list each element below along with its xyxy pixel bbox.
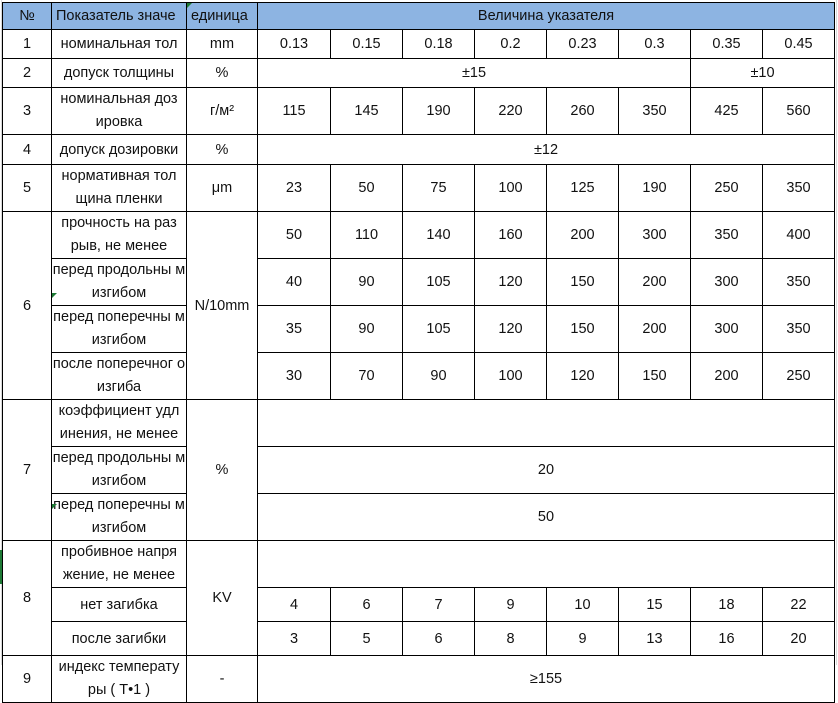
table-row <box>3 353 835 400</box>
value-cell[interactable]: 0.23 <box>547 30 619 59</box>
table-row <box>3 59 835 88</box>
header-value[interactable]: Величина указателя <box>258 3 835 30</box>
merged-value-cell[interactable]: 20 <box>258 447 835 494</box>
indicator-cell[interactable]: перед поперечны м изгибом <box>52 306 187 353</box>
table-row <box>3 306 835 353</box>
row-selection-marker <box>0 550 2 584</box>
value-cell[interactable]: 160 <box>475 212 547 259</box>
unit-cell[interactable]: N/10mm <box>187 212 258 400</box>
indicator-cell[interactable]: пробивное напря жение, не менее <box>52 541 187 588</box>
indicator-cell[interactable]: перед продольны м изгибом <box>52 447 187 494</box>
value-cell[interactable]: 350 <box>763 306 835 353</box>
table-row <box>3 400 835 447</box>
merged-value-cell[interactable]: ≥155 <box>258 656 835 703</box>
row-num[interactable]: 5 <box>3 165 52 212</box>
value-cell[interactable]: 0.15 <box>331 30 403 59</box>
header-indicator[interactable]: Показатель значе <box>52 3 187 30</box>
unit-cell[interactable]: mm <box>187 30 258 59</box>
value-cell[interactable]: 40 <box>258 259 331 306</box>
value-cell[interactable]: 140 <box>403 212 475 259</box>
row-num[interactable]: 7 <box>3 400 52 541</box>
row-num[interactable]: 8 <box>3 541 52 656</box>
value-cell[interactable]: 200 <box>547 212 619 259</box>
value-cell[interactable]: 0.45 <box>763 30 835 59</box>
value-cell[interactable]: 10 <box>547 588 619 622</box>
value-cell[interactable]: 0.18 <box>403 30 475 59</box>
value-cell[interactable]: 13 <box>619 622 691 656</box>
table-row <box>3 494 835 541</box>
indicator-cell[interactable]: нет загибка <box>52 588 187 622</box>
value-cell[interactable]: 9 <box>475 588 547 622</box>
value-cell[interactable]: 9 <box>547 622 619 656</box>
indicator-cell[interactable]: перед продольны м изгибом <box>52 259 187 306</box>
unit-cell[interactable]: % <box>187 135 258 165</box>
table-row <box>3 135 835 165</box>
table-row <box>3 622 835 656</box>
spec-table <box>2 2 835 703</box>
value-cell[interactable]: 15 <box>619 588 691 622</box>
unit-cell[interactable]: KV <box>187 541 258 656</box>
value-cell[interactable]: 120 <box>547 353 619 400</box>
value-cell[interactable]: 250 <box>691 165 763 212</box>
row-num[interactable]: 1 <box>3 30 52 59</box>
row-num[interactable]: 9 <box>3 656 52 703</box>
merged-value-cell[interactable] <box>258 400 835 447</box>
value-cell[interactable]: 0.3 <box>619 30 691 59</box>
table-row <box>3 30 835 59</box>
table-row <box>3 656 835 703</box>
table-row <box>3 165 835 212</box>
unit-cell[interactable]: % <box>187 59 258 88</box>
row-num[interactable]: 2 <box>3 59 52 88</box>
value-cell[interactable]: 190 <box>403 88 475 135</box>
indicator-cell[interactable]: прочность на раз рыв, не менее <box>52 212 187 259</box>
value-cell[interactable]: 105 <box>403 306 475 353</box>
merged-value-cell[interactable]: ±10 <box>691 59 835 88</box>
value-cell[interactable]: 3 <box>258 622 331 656</box>
row-num[interactable]: 3 <box>3 88 52 135</box>
value-cell[interactable]: 150 <box>619 353 691 400</box>
row-num[interactable]: 6 <box>3 212 52 400</box>
value-cell[interactable]: 0.13 <box>258 30 331 59</box>
comment-indicator-icon <box>52 504 57 509</box>
comment-indicator-icon <box>187 3 192 8</box>
comment-indicator-icon <box>52 293 57 298</box>
value-cell[interactable]: 105 <box>403 259 475 306</box>
value-cell[interactable]: 50 <box>331 165 403 212</box>
value-cell[interactable]: 560 <box>763 88 835 135</box>
value-cell[interactable]: 5 <box>331 622 403 656</box>
value-cell[interactable]: 110 <box>331 212 403 259</box>
value-cell[interactable]: 20 <box>763 622 835 656</box>
unit-cell[interactable]: - <box>187 656 258 703</box>
indicator-cell[interactable]: после загибки <box>52 622 187 656</box>
value-cell[interactable]: 300 <box>619 212 691 259</box>
value-cell[interactable]: 250 <box>763 353 835 400</box>
value-cell[interactable]: 190 <box>619 165 691 212</box>
value-cell[interactable]: 100 <box>475 165 547 212</box>
value-cell[interactable]: 150 <box>547 306 619 353</box>
value-cell[interactable]: 23 <box>258 165 331 212</box>
value-cell[interactable]: 200 <box>619 306 691 353</box>
value-cell[interactable]: 260 <box>547 88 619 135</box>
indicator-cell[interactable]: индекс температу ры ( T•1 ) <box>52 656 187 703</box>
value-cell[interactable]: 120 <box>475 259 547 306</box>
header-unit[interactable]: единица <box>187 3 258 30</box>
value-cell[interactable]: 6 <box>403 622 475 656</box>
table-row <box>3 259 835 306</box>
value-cell[interactable]: 145 <box>331 88 403 135</box>
indicator-cell[interactable]: допуск дозировки <box>52 135 187 165</box>
indicator-cell[interactable]: допуск толщины <box>52 59 187 88</box>
value-cell[interactable]: 115 <box>258 88 331 135</box>
row-num[interactable]: 4 <box>3 135 52 165</box>
value-cell[interactable]: 35 <box>258 306 331 353</box>
value-cell[interactable]: 30 <box>258 353 331 400</box>
indicator-cell[interactable]: номинальная доз ировка <box>52 88 187 135</box>
value-cell[interactable]: 200 <box>619 259 691 306</box>
value-cell[interactable]: 150 <box>547 259 619 306</box>
indicator-cell[interactable]: коэффициент удл инения, не менее <box>52 400 187 447</box>
value-cell[interactable]: 70 <box>331 353 403 400</box>
value-cell[interactable]: 22 <box>763 588 835 622</box>
indicator-cell[interactable]: номинальная тол <box>52 30 187 59</box>
value-cell[interactable]: 8 <box>475 622 547 656</box>
value-cell[interactable]: 90 <box>403 353 475 400</box>
value-cell[interactable]: 350 <box>763 259 835 306</box>
value-cell[interactable]: 7 <box>403 588 475 622</box>
value-cell[interactable]: 300 <box>691 306 763 353</box>
unit-cell[interactable]: μm <box>187 165 258 212</box>
value-cell[interactable]: 300 <box>691 259 763 306</box>
value-cell[interactable]: 120 <box>475 306 547 353</box>
unit-cell[interactable]: г/м² <box>187 88 258 135</box>
value-cell[interactable]: 425 <box>691 88 763 135</box>
value-cell[interactable]: 220 <box>475 88 547 135</box>
merged-value-cell[interactable]: 50 <box>258 494 835 541</box>
value-cell[interactable]: 6 <box>331 588 403 622</box>
value-cell[interactable]: 50 <box>258 212 331 259</box>
value-cell[interactable]: 350 <box>619 88 691 135</box>
indicator-cell[interactable]: после поперечног о изгиба <box>52 353 187 400</box>
table-row <box>3 88 835 135</box>
merged-value-cell[interactable] <box>258 541 835 588</box>
merged-value-cell[interactable]: ±15 <box>258 59 691 88</box>
table-header-row <box>3 3 835 30</box>
indicator-cell[interactable]: перед поперечны м изгибом <box>52 494 187 541</box>
value-cell[interactable]: 400 <box>763 212 835 259</box>
value-cell[interactable]: 75 <box>403 165 475 212</box>
value-cell[interactable]: 125 <box>547 165 619 212</box>
value-cell[interactable]: 16 <box>691 622 763 656</box>
table-row <box>3 588 835 622</box>
value-cell[interactable]: 90 <box>331 306 403 353</box>
table-row <box>3 212 835 259</box>
header-num[interactable]: № <box>3 3 52 30</box>
value-cell[interactable]: 0.2 <box>475 30 547 59</box>
sheet-gridline <box>836 0 837 665</box>
value-cell[interactable]: 350 <box>691 212 763 259</box>
value-cell[interactable]: 90 <box>331 259 403 306</box>
value-cell[interactable]: 0.35 <box>691 30 763 59</box>
merged-value-cell[interactable]: ±12 <box>258 135 835 165</box>
table-row <box>3 447 835 494</box>
value-cell[interactable]: 100 <box>475 353 547 400</box>
value-cell[interactable]: 350 <box>763 165 835 212</box>
table-row <box>3 541 835 588</box>
value-cell[interactable]: 18 <box>691 588 763 622</box>
indicator-cell[interactable]: нормативная тол щина пленки <box>52 165 187 212</box>
value-cell[interactable]: 200 <box>691 353 763 400</box>
unit-cell[interactable]: % <box>187 400 258 541</box>
value-cell[interactable]: 4 <box>258 588 331 622</box>
